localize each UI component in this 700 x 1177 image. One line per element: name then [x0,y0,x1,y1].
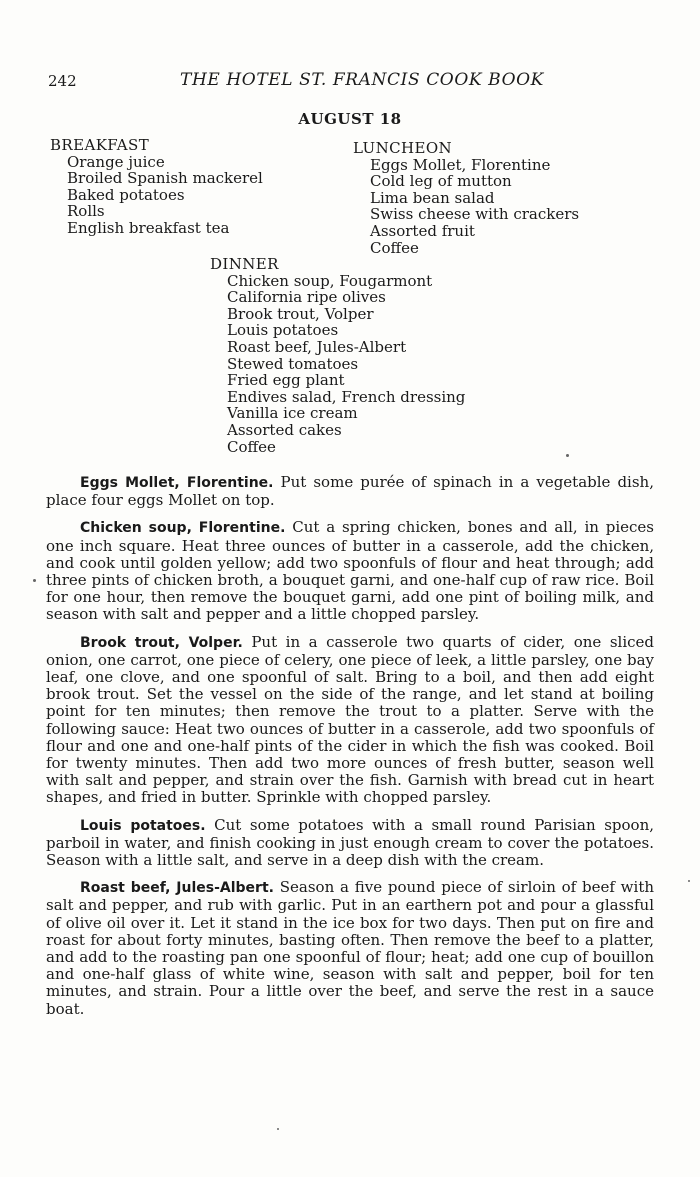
menu-item: Assorted fruit [370,221,475,240]
recipe-name: Chicken soup, Florentine. [80,520,286,537]
menu-item: Fried egg plant [227,371,345,390]
menu-item: Roast beef, Jules-Albert [227,337,407,356]
recipes [46,474,654,1028]
menu-item: Coffee [370,238,419,257]
menu-item: Lima bean salad [370,188,495,207]
menu-item: California ripe olives [227,288,386,307]
menu-item: Orange juice [67,152,165,171]
recipe-text: Season a five pound piece of sirloin of beef with salt and pepper, and rub with garlic. Put in an earthern pot and pour a glassful of olive oil over it. Let it stand in the ice box for two days. Then put on fire and roast for about forty minutes, basting often. Then remove the beef to a platter, and add to the roasting pan one spoonful of flour; heat; add one cup of bouillon and one-half glass of white wine, season with salt and pepper, boil for ten minutes, and strain. Pour a little over the beef, and serve the rest in a sauce boat. [46,878,655,1018]
luncheon-title: LUNCHEON [353,139,453,157]
book-title: THE HOTEL ST. FRANCIS COOK BOOK [180,70,544,90]
dinner-title: DINNER [210,255,279,273]
recipe-text: Put some purée of spinach in a vegetable dish, place four eggs Mollet on top. [46,473,654,510]
recipe-name: Roast beef, Jules-Albert. [80,880,274,897]
menu-item: English breakfast tea [67,218,230,237]
luncheon-menu [353,140,579,256]
menu-item: Coffee [227,437,276,456]
luncheon-items [353,157,579,257]
print-speck [566,454,569,457]
menu-item: Broiled Spanish mackerel [67,169,263,188]
recipe-paragraph [46,519,654,623]
menu-item: Cold leg of mutton [370,172,512,191]
date-heading: AUGUST 18 [298,110,402,128]
recipe-paragraph [46,474,654,509]
breakfast-title: BREAKFAST [50,136,150,154]
recipe-text: Cut some potatoes with a small round Parisian spoon, parboil in water, and finish cooking in just enough cream to cover the potatoes. Season with a little salt, and serve in a deep dish with the cream. [46,815,654,870]
print-speck [688,880,690,882]
page-number: 242 [48,72,77,90]
dinner-items [210,273,465,456]
print-speck [33,579,36,582]
menu-item: Baked potatoes [67,185,185,204]
menu-item: Endives salad, French dressing [227,387,466,406]
menu-item: Assorted cakes [227,420,342,439]
menu-item: Rolls [67,202,105,221]
recipe-text: Put in a casserole two quarts of cider, one sliced onion, one carrot, one piece of celery, one piece of leek, a little parsley, one bay leaf, one clove, and one spoonful of salt. Bring to a boil, and then add eight brook trout. Set the vessel on the side of the range, and let stand at boiling point for ten minutes; then remove the trout to a platter. Serve with the following sauce: Heat two ounces of butter in a casserole, add two spoonfuls of flour and one and one-half pints of the cider in which the fish was cooked. Boil for twenty minutes. Then add two more ounces of fresh butter, season well with salt and pepper, and strain over the fish. Garnish with bread cut in heart shapes, and fried in butter. Sprinkle with chopped parsley. [46,632,654,807]
recipe-paragraph [46,817,654,870]
menu-item: Chicken soup, Fougarmont [227,271,433,290]
recipe-name: Louis potatoes. [80,817,206,834]
menu-item: Louis potatoes [227,321,339,340]
breakfast-items [50,154,263,237]
dinner-menu [210,256,465,455]
menu-item: Vanilla ice cream [227,404,358,423]
recipe-name: Brook trout, Volper. [80,634,243,651]
recipe-text: Cut a spring chicken, bones and all, in pieces one inch square. Heat three ounces of butter in a casserole, add the chicken, and cook until golden yellow; add two spoonfuls of flour and heat through; add three pints of chicken broth, a bouquet garni, and one-half cup of raw rice. Boil for one hour, then remove the bouquet garni, add one pint of boiling milk, and season with salt and pepper and a little chopped parsley. [46,518,655,624]
menu-item: Stewed tomatoes [227,354,359,373]
print-speck [277,1128,279,1130]
recipe-name: Eggs Mollet, Florentine. [80,475,274,491]
recipe-paragraph [46,634,654,807]
running-head [48,70,652,94]
breakfast-menu [50,137,263,237]
menu-item: Swiss cheese with crackers [370,205,580,224]
menu-item: Eggs Mollet, Florentine [370,155,551,174]
menu-item: Brook trout, Volper [227,304,374,323]
recipe-paragraph [46,879,654,1018]
